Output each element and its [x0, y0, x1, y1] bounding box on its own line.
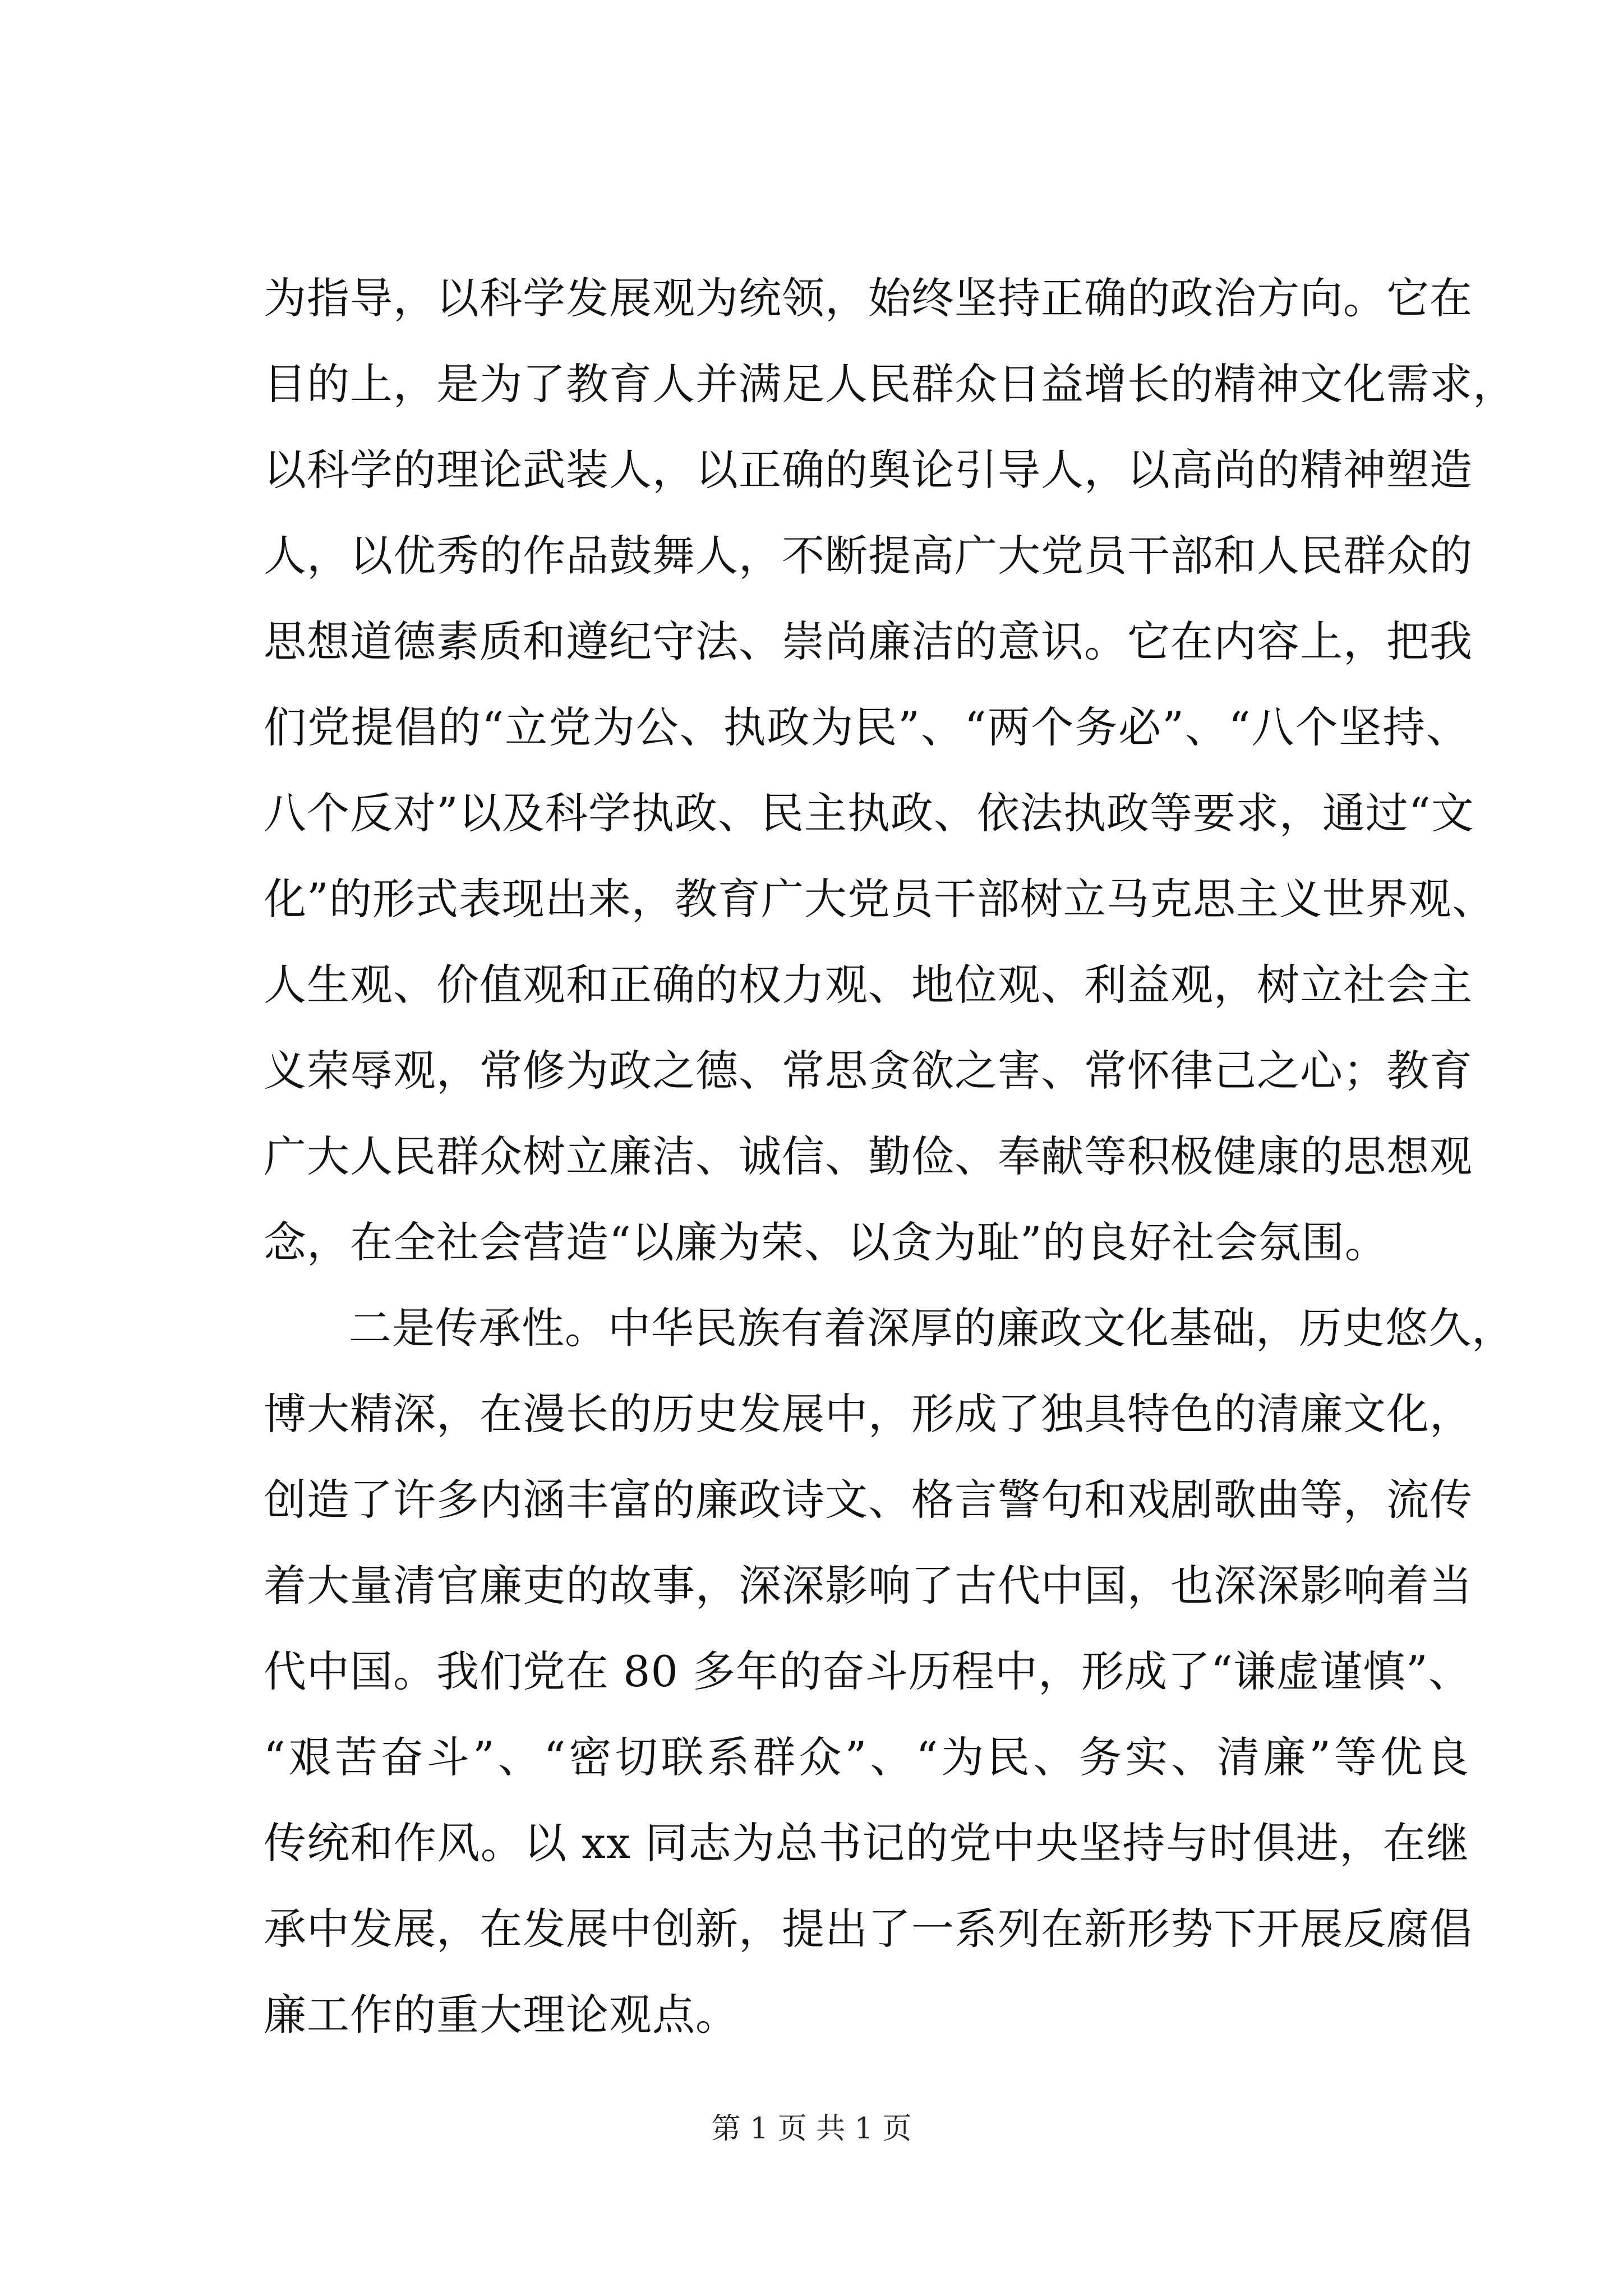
text-line: 二是传承性。中华民族有着深厚的廉政文化基础，历史悠久， — [349, 1303, 1515, 1353]
text-line: 目的上，是为了教育人并满足人民群众日益增长的精神文化需求， — [264, 359, 1516, 409]
page-footer — [0, 2109, 1623, 2148]
text-line: 以科学的理论武装人，以正确的舆论引导人，以高尚的精神塑造 — [264, 445, 1473, 495]
paragraph-2 — [264, 1285, 1515, 2058]
text-line: 廉工作的重大理论观点。 — [264, 1990, 739, 2040]
text-line: 化”的形式表现出来，教育广大党员干部树立马克思主义世界观、 — [264, 874, 1495, 924]
text-line: 创造了许多内涵丰富的廉政诗文、格言警句和戏剧歌曲等，流传 — [264, 1475, 1473, 1525]
text-line: 着大量清官廉吏的故事，深深影响了古代中国，也深深影响着当 — [264, 1561, 1473, 1611]
text-line: 传统和作风。以 xx 同志为总书记的党中央坚持与时俱进，在继 — [264, 1818, 1469, 1868]
text-line: 代中国。我们党在 80 多年的奋斗历程中，形成了“谦虚谨慎”、 — [264, 1646, 1472, 1696]
text-line: 广大人民群众树立廉洁、诚信、勤俭、奉献等积极健康的思想观 — [264, 1131, 1473, 1181]
text-line: 承中发展，在发展中创新，提出了一系列在新形势下开展反腐倡 — [264, 1904, 1473, 1954]
text-line: “艰苦奋斗”、“密切联系群众”、“为民、务实、清廉”等优良 — [264, 1732, 1469, 1782]
text-line: 义荣辱观，常修为政之德、常思贪欲之害、常怀律己之心；教育 — [264, 1046, 1473, 1096]
text-line: 人生观、价值观和正确的权力观、地位观、利益观，树立社会主 — [264, 960, 1473, 1010]
body-text — [264, 255, 1516, 2058]
text-line: 念，在全社会营造“以廉为荣、以贪为耻”的良好社会氛围。 — [264, 1217, 1388, 1267]
text-line: 为指导，以科学发展观为统领，始终坚持正确的政治方向。它在 — [264, 273, 1473, 323]
text-line: 人，以优秀的作品鼓舞人，不断提高广大党员干部和人民群众的 — [264, 531, 1473, 581]
text-line: 们党提倡的“立党为公、执政为民”、“两个务必”、“八个坚持、 — [264, 702, 1469, 752]
text-line: 八个反对”以及科学执政、民主执政、依法执政等要求，通过“文 — [264, 788, 1474, 838]
text-line: 博大精深，在漫长的历史发展中，形成了独具特色的清廉文化， — [264, 1389, 1473, 1439]
page-number-label: 第 1 页 共 1 页 — [711, 2112, 912, 2146]
paragraph-1 — [264, 255, 1516, 1285]
text-line: 思想道德素质和遵纪守法、崇尚廉洁的意识。它在内容上，把我 — [264, 616, 1473, 666]
